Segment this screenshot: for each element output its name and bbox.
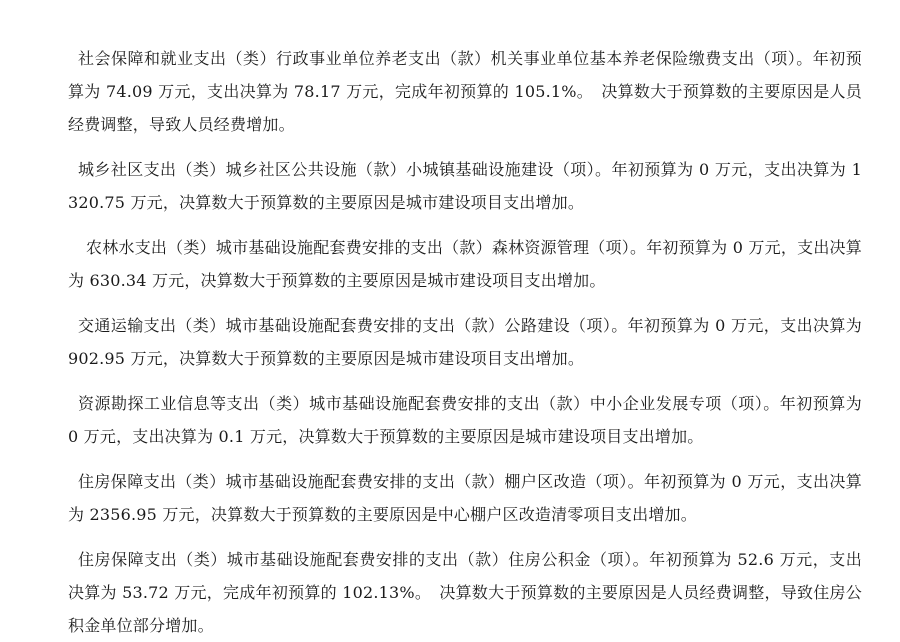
paragraph-housing-provident-fund: 住房保障支出（类）城市基础设施配套费安排的支出（款）住房公积金（项）。年初预算为 52.6 万元，支出决算为 53.72 万元，完成年初预算的 102.13%。 决算数大于预算数的主要原因是人员经费调整，导致住房公积金单位部分增加。	[68, 550, 862, 635]
paragraph-urban-rural-community: 城乡社区支出（类）城乡社区公共设施（款）小城镇基础设施建设（项）。年初预算为 0 万元，支出决算为 1320.75 万元，决算数大于预算数的主要原因是城市建设项目支出增加。	[68, 160, 862, 212]
paragraph-social-security: 社会保障和就业支出（类）行政事业单位养老支出（款）机关事业单位基本养老保险缴费支出（项）。年初预算为 74.09 万元，支出决算为 78.17 万元，完成年初预算的 105.1%。 决算数大于预算数的主要原因是人员经费调整，导致人员经费增加。	[68, 49, 862, 134]
paragraph-transportation: 交通运输支出（类）城市基础设施配套费安排的支出（款）公路建设（项）。年初预算为 0 万元，支出决算为 902.95 万元，决算数大于预算数的主要原因是城市建设项目支出增加。	[68, 316, 862, 368]
paragraph-housing-shantytown: 住房保障支出（类）城市基础设施配套费安排的支出（款）棚户区改造（项）。年初预算为 0 万元，支出决算为 2356.95 万元，决算数大于预算数的主要原因是中心棚户区改造清零项目支出增加。	[68, 472, 862, 524]
paragraph-agriculture-forestry-water: 农林水支出（类）城市基础设施配套费安排的支出（款）森林资源管理（项）。年初预算为 0 万元，支出决算为 630.34 万元，决算数大于预算数的主要原因是城市建设项目支出增加。	[68, 238, 862, 290]
paragraph-resource-exploration: 资源勘探工业信息等支出（类）城市基础设施配套费安排的支出（款）中小企业发展专项（项）。年初预算为 0 万元，支出决算为 0.1 万元，决算数大于预算数的主要原因是城市建设项目支出增加。	[68, 394, 862, 446]
